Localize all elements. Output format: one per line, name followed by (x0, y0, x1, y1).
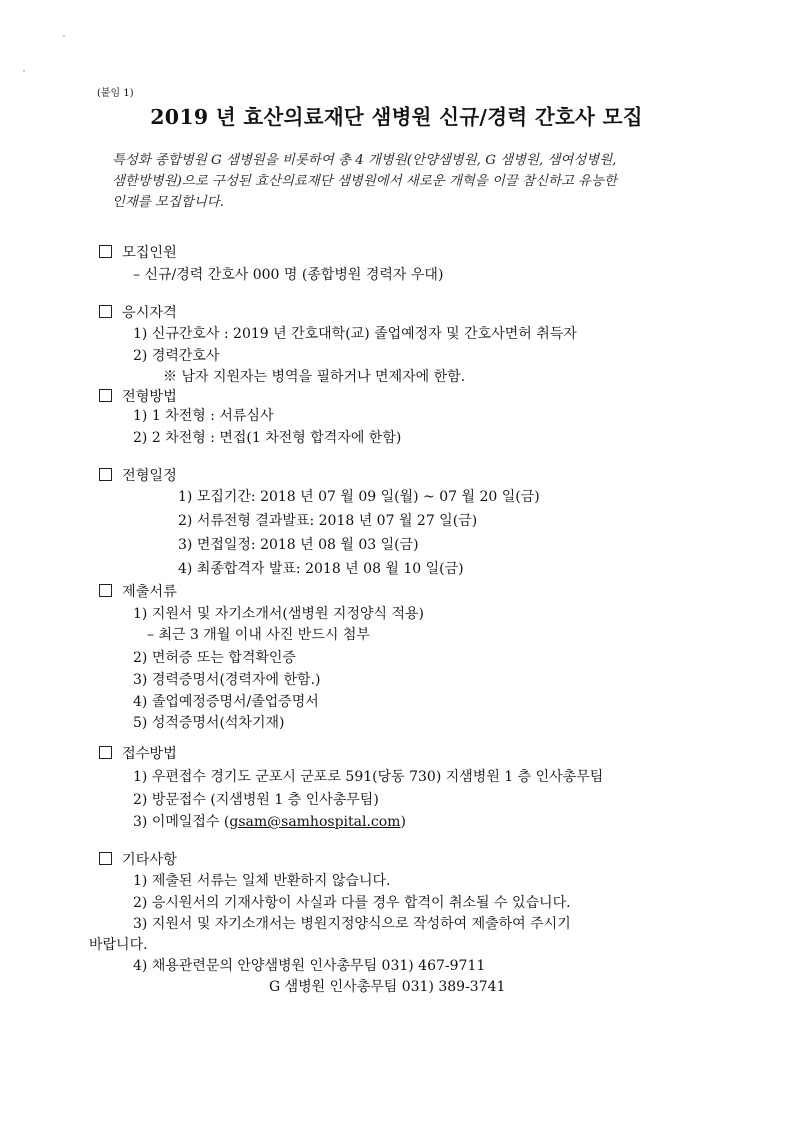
etc-item: 1) 제출된 서류는 일체 반환하지 않습니다. (133, 873, 391, 889)
page-title: 2019 년 효산의료재단 샘병원 신규/경력 간호사 모집 (150, 105, 643, 129)
schedule-item: 4) 최종합격자 발표: 2018 년 08 월 10 일(금) (178, 561, 464, 577)
intro-line: 인재를 모집합니다. (112, 195, 224, 210)
section-heading-submission: 접수방법 (99, 743, 177, 763)
submission-item-email: 3) 이메일접수 (gsam@samhospital.com) (133, 814, 406, 830)
scan-speck (23, 70, 25, 72)
documents-item: 5) 성적증명서(석차기재) (133, 715, 285, 731)
checkbox-square-icon (99, 468, 112, 481)
schedule-item: 2) 서류전형 결과발표: 2018 년 07 월 27 일(금) (178, 513, 478, 529)
etc-item-contact: 4) 채용관련문의 안양샘병원 인사총무팀 031) 467-9711 (133, 958, 486, 974)
schedule-item: 1) 모집기간: 2018 년 07 월 09 일(월) ~ 07 월 20 일(금) (178, 489, 540, 505)
intro-paragraph (112, 150, 617, 213)
section-heading-qualification: 응시자격 (99, 302, 177, 322)
submission-item: 2) 방문접수 (지샘병원 1 층 인사총무팀) (133, 792, 379, 808)
scan-speck (63, 35, 65, 37)
checkbox-square-icon (99, 852, 112, 865)
etc-item-continued: 바랍니다. (89, 937, 148, 953)
etc-item-contact-second: G 샘병원 인사총무팀 031) 389-3741 (269, 979, 506, 995)
documents-item: 2) 면허증 또는 합격확인증 (133, 650, 296, 666)
method-item: 1) 1 차전형 : 서류심사 (133, 408, 274, 424)
intro-line: 특성화 종합병원 G 샘병원을 비롯하여 총 4 개병원(안양샘병원, G 샘병원, 샘여성병원, (112, 153, 617, 168)
documents-item: 3) 경력증명서(경력자에 한함.) (133, 672, 321, 688)
email-link[interactable]: gsam@samhospital.com (229, 814, 401, 830)
section-heading-etc: 기타사항 (99, 849, 177, 869)
section-heading-documents: 제출서류 (99, 581, 177, 601)
section-heading-schedule: 전형일정 (99, 465, 177, 485)
documents-item: 4) 졸업예정증명서/졸업증명서 (133, 694, 319, 710)
section-heading-recruit: 모집인원 (99, 242, 177, 262)
attachment-label: (붙임 1) (97, 88, 134, 99)
checkbox-square-icon (99, 584, 112, 597)
checkbox-square-icon (99, 389, 112, 402)
submission-item: 1) 우편접수 경기도 군포시 군포로 591(당동 730) 지샘병원 1 층 인사총무팀 (133, 769, 604, 785)
documents-subitem: – 최근 3 개월 이내 사진 반드시 첨부 (147, 627, 370, 643)
checkbox-square-icon (99, 305, 112, 318)
qualification-item: 2) 경력간호사 (133, 348, 220, 364)
schedule-item: 3) 면접일정: 2018 년 08 월 03 일(금) (178, 537, 419, 553)
qualification-note: ※ 남자 지원자는 병역을 필하거나 면제자에 한함. (163, 369, 466, 385)
checkbox-square-icon (99, 245, 112, 258)
recruit-item: – 신규/경력 간호사 000 명 (종합병원 경력자 우대) (133, 267, 444, 283)
method-item: 2) 2 차전형 : 면접(1 차전형 합격자에 한함) (133, 430, 402, 446)
checkbox-square-icon (99, 746, 112, 759)
intro-line: 샘한방병원)으로 구성된 효산의료재단 샘병원에서 새로운 개혁을 이끌 참신하고 유능한 (112, 174, 617, 189)
documents-item: 1) 지원서 및 자기소개서(샘병원 지정양식 적용) (133, 606, 424, 622)
etc-item: 3) 지원서 및 자기소개서는 병원지정양식으로 작성하여 제출하여 주시기 (133, 916, 571, 932)
qualification-item: 1) 신규간호사 : 2019 년 간호대학(교) 졸업예정자 및 간호사면허 취득자 (133, 326, 577, 342)
etc-item: 2) 응시원서의 기재사항이 사실과 다를 경우 합격이 취소될 수 있습니다. (133, 895, 571, 911)
section-heading-method: 전형방법 (99, 386, 177, 406)
